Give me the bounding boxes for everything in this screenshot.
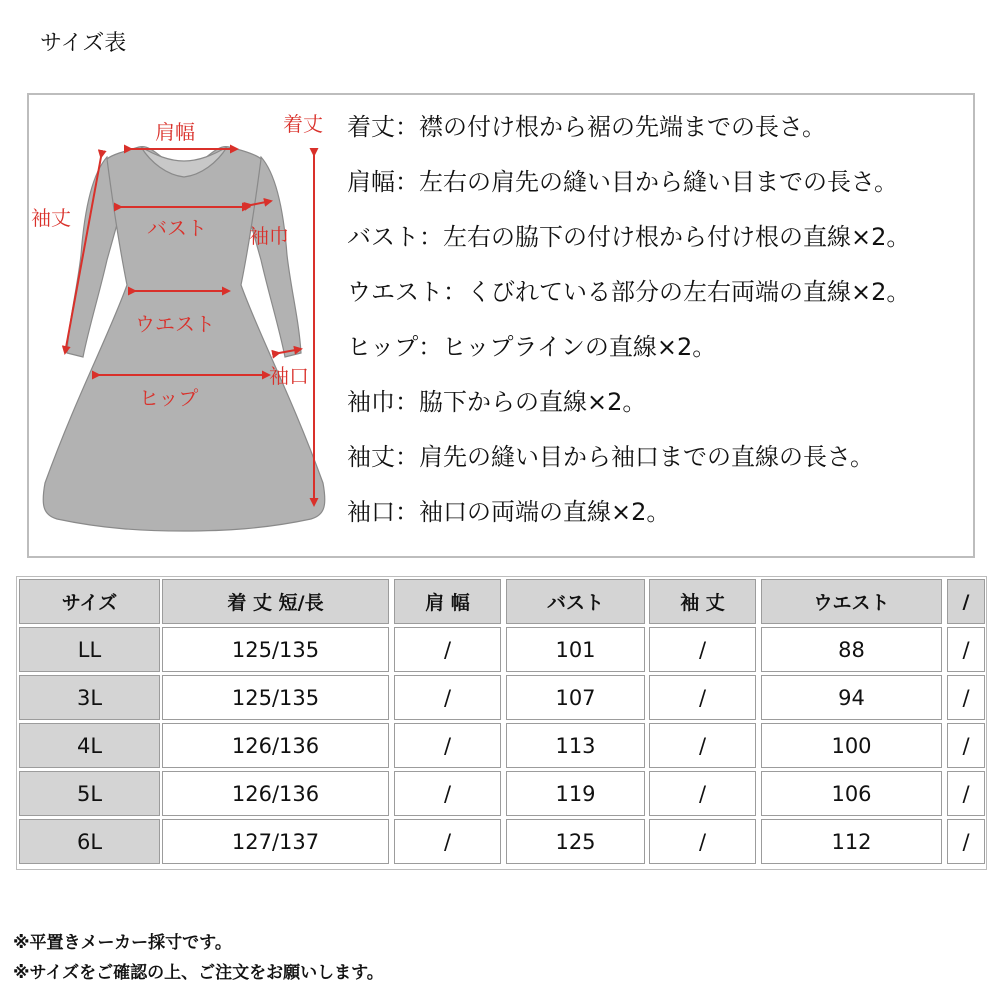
header-bust: バスト [506,579,645,624]
table-cell-waist: 94 [761,675,942,720]
dress-diagram [29,95,349,555]
header-size: サイズ [19,579,160,624]
definition-shoulder: 肩幅：左右の肩先の縫い目から縫い目までの長さ。 [347,168,899,196]
table-cell-length: 126/136 [162,723,389,768]
table-cell-size: 4L [19,723,160,768]
table-cell-sleeve-length: / [649,675,756,720]
table-cell-size: 5L [19,771,160,816]
table-cell-size: 3L [19,675,160,720]
note-measurement: ※平置きメーカー採寸です。 [13,933,232,953]
table-cell-waist: 100 [761,723,942,768]
table-cell-bust: 113 [506,723,645,768]
table-cell-length: 125/135 [162,627,389,672]
label-sleeve-width: 袖巾 [249,224,289,248]
dress-silhouette [43,147,325,531]
definition-waist: ウエスト：くびれている部分の左右両端の直線×2。 [347,278,911,306]
table-cell-waist: 106 [761,771,942,816]
size-table [16,576,987,870]
definition-sleeve-length: 袖丈：肩先の縫い目から袖口までの直線の長さ。 [347,443,875,471]
measurement-definitions [347,109,910,549]
note-confirm-size: ※サイズをご確認の上、ご注文をお願いします。 [13,963,384,983]
table-cell-shoulder: / [394,675,501,720]
table-cell-sleeve-length: / [649,627,756,672]
table-cell-shoulder: / [394,771,501,816]
label-cuff: 袖口 [269,364,309,388]
table-cell-length: 125/135 [162,675,389,720]
measurement-guide [27,93,975,558]
header-extra: / [947,579,985,624]
table-cell-sleeve-length: / [649,819,756,864]
label-hip: ヒップ [139,386,199,410]
table-cell-shoulder: / [394,627,501,672]
table-cell-bust: 107 [506,675,645,720]
definition-length: 着丈：襟の付け根から裾の先端までの長さ。 [347,113,827,141]
table-cell-extra: / [947,675,985,720]
table-cell-size: 6L [19,819,160,864]
table-cell-shoulder: / [394,723,501,768]
table-cell-length: 126/136 [162,771,389,816]
header-sleeve-length: 袖 丈 [649,579,756,624]
table-cell-length: 127/137 [162,819,389,864]
table-cell-extra: / [947,819,985,864]
table-cell-size: LL [19,627,160,672]
table-cell-sleeve-length: / [649,771,756,816]
definition-bust: バスト：左右の脇下の付け根から付け根の直線×2。 [347,223,911,251]
header-waist: ウエスト [761,579,942,624]
table-cell-extra: / [947,771,985,816]
table-cell-bust: 101 [506,627,645,672]
notes [13,928,384,988]
label-sleeve-length: 袖丈 [31,206,71,230]
label-shoulder: 肩幅 [155,120,195,144]
definition-cuff: 袖口：袖口の両端の直線×2。 [347,498,671,526]
table-cell-bust: 119 [506,771,645,816]
label-bust: バスト [147,216,207,240]
table-cell-extra: / [947,627,985,672]
header-length: 着 丈 短/長 [162,579,389,624]
table-cell-shoulder: / [394,819,501,864]
header-shoulder: 肩 幅 [394,579,501,624]
page-title: サイズ表 [40,31,127,56]
label-length: 着丈 [283,112,323,136]
definition-hip: ヒップ：ヒップラインの直線×2。 [347,333,717,361]
label-waist: ウエスト [135,312,215,336]
table-cell-sleeve-length: / [649,723,756,768]
table-cell-bust: 125 [506,819,645,864]
definition-sleeve-width: 袖巾：脇下からの直線×2。 [347,388,647,416]
table-cell-waist: 88 [761,627,942,672]
table-cell-extra: / [947,723,985,768]
table-cell-waist: 112 [761,819,942,864]
